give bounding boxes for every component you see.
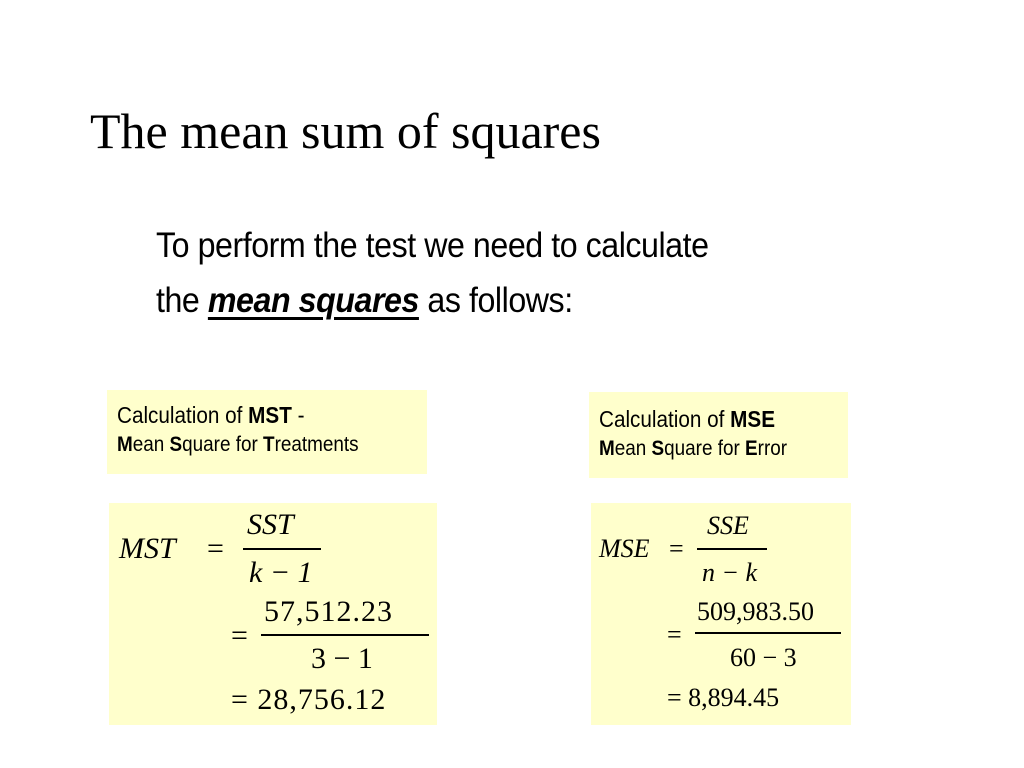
- mst-den1-text: k − 1: [249, 556, 313, 589]
- mse-label-acronym: MSE: [730, 406, 776, 432]
- mst-initial-s: S: [169, 433, 183, 456]
- mst-denominator-2: 3 − 1: [311, 642, 373, 675]
- mst-label-dash: -: [291, 402, 305, 428]
- intro-line-2-post: as follows:: [418, 281, 573, 320]
- intro-line-1: To perform the test we need to calculate: [156, 226, 709, 265]
- mst-fraction-bar-2: [261, 634, 429, 636]
- mst-result: = 28,756.12: [231, 683, 387, 716]
- mse-lhs: MSE: [599, 534, 650, 563]
- mse-fraction-bar-2: [695, 632, 841, 634]
- mse-label-line-1: [599, 404, 823, 434]
- mst-numerator-2: 57,512.23: [264, 595, 393, 628]
- mse-formula-box: [591, 503, 851, 725]
- mst-initial-m: M: [117, 433, 133, 456]
- mse-word-2: quare for: [664, 437, 746, 460]
- mst-equals: =: [207, 532, 224, 565]
- mst-label-acronym: MST: [248, 402, 292, 428]
- mse-initial-m: M: [599, 437, 615, 460]
- mst-fraction-bar-1: [243, 548, 321, 550]
- intro-line-2-pre: the: [156, 281, 208, 320]
- mst-numerator-1: SST: [247, 508, 294, 541]
- mst-initial-t: T: [263, 433, 275, 456]
- mse-word-3: rror: [757, 437, 788, 460]
- mse-initial-e: E: [745, 437, 758, 460]
- mse-label-line-2: [599, 434, 823, 464]
- mse-equals: =: [669, 534, 684, 563]
- mst-word-2: quare for: [182, 433, 264, 456]
- mse-word-1: ean: [614, 437, 652, 460]
- mst-formula-box: [109, 503, 437, 725]
- mse-label-pre: Calculation of: [599, 406, 731, 432]
- slide-title: The mean sum of squares: [90, 103, 601, 159]
- intro-text: [156, 218, 709, 328]
- intro-line-2: [156, 273, 709, 328]
- mse-label-box: [589, 392, 848, 478]
- mst-word-3: reatments: [274, 433, 359, 456]
- mse-equals-2: =: [667, 620, 682, 649]
- mst-lhs: MST: [119, 532, 176, 565]
- mst-equals-2: =: [231, 619, 248, 652]
- mst-label-line-2: [117, 430, 396, 460]
- mse-result: = 8,894.45: [667, 683, 780, 712]
- mse-denominator-2: 60 − 3: [730, 643, 797, 672]
- mse-numerator-1: SSE: [707, 511, 749, 540]
- mse-numerator-2: 509,983.50: [697, 597, 814, 626]
- mst-label-line-1: [117, 400, 396, 430]
- mst-label-box: [107, 390, 427, 474]
- mean-squares-emphasis: mean squares: [207, 281, 419, 320]
- mse-initial-s: S: [651, 437, 665, 460]
- mse-denominator-1: n − k: [702, 558, 758, 587]
- mse-fraction-bar-1: [697, 548, 767, 550]
- mst-word-1: ean: [132, 433, 170, 456]
- mst-label-pre: Calculation of: [117, 402, 249, 428]
- mst-denominator-1: [249, 558, 313, 588]
